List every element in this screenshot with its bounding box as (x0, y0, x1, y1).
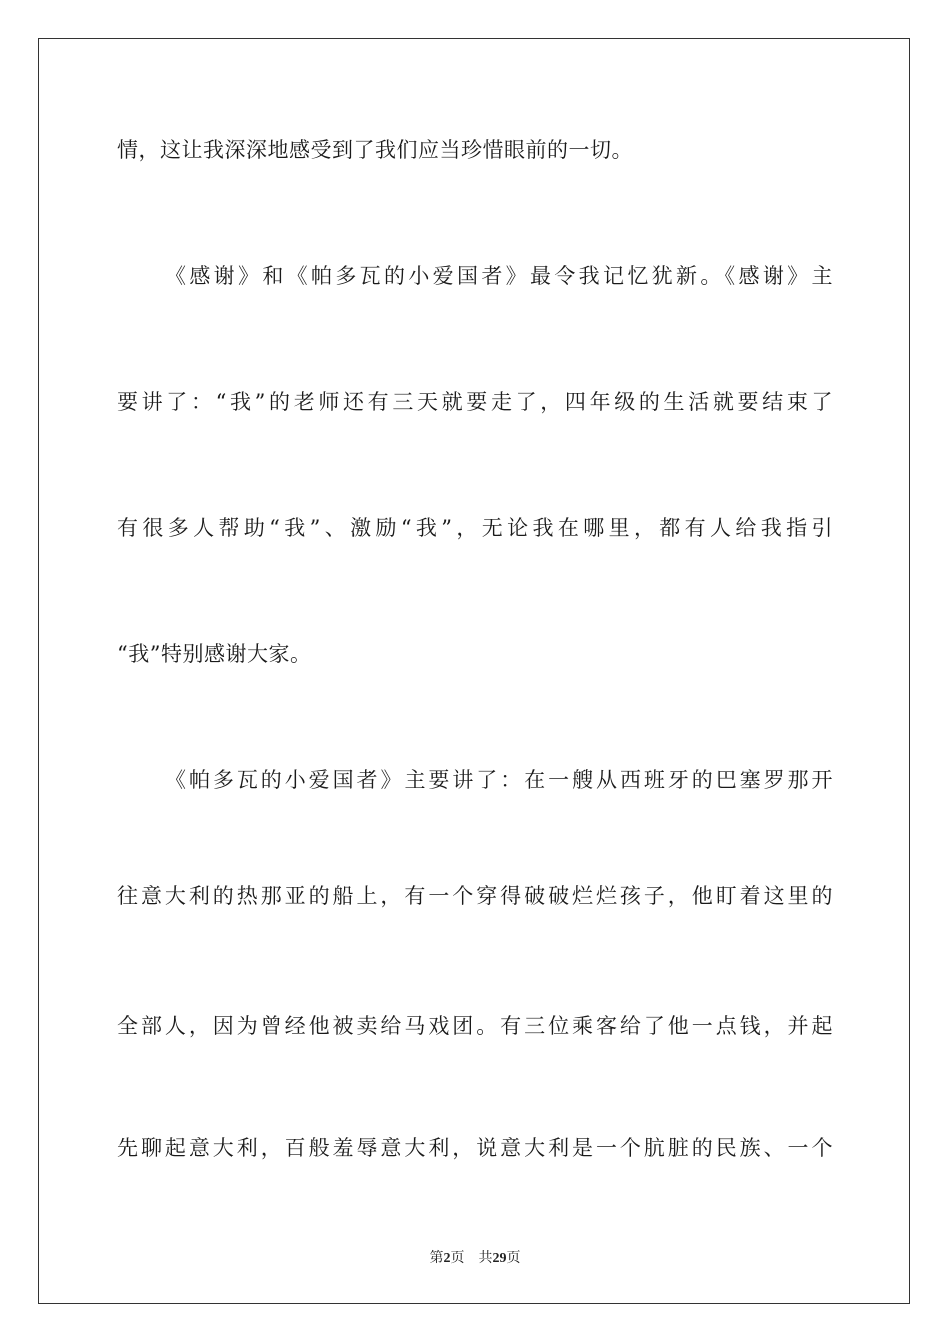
page-border (38, 38, 910, 1304)
total-page-count: 29 (492, 1251, 507, 1266)
body-text-line: 要讲了：“我”的老师还有三天就要走了，四年级的生活就要结束了 (117, 390, 833, 414)
paragraph-first-line: 《感谢》和《帕多瓦的小爱国者》最令我记忆犹新。《感谢》主 (165, 264, 833, 288)
body-text-line: 全部人，因为曾经他被卖给马戏团。有三位乘客给了他一点钱，并起 (117, 1014, 833, 1038)
body-text-line: 先聊起意大利，百般羞辱意大利，说意大利是一个肮脏的民族、一个 (117, 1136, 833, 1160)
page-footer (0, 1248, 950, 1269)
paragraph-first-line: 《帕多瓦的小爱国者》主要讲了：在一艘从西班牙的巴塞罗那开 (165, 768, 833, 792)
total-prefix: 共 (478, 1250, 493, 1266)
body-text-line: 有很多人帮助“我”、激励“我”，无论我在哪里，都有人给我指引 (117, 516, 833, 540)
body-text-line: 情，这让我深深地感受到了我们应当珍惜眼前的一切。 (117, 138, 633, 162)
body-text-line: “我”特别感谢大家。 (117, 642, 312, 666)
body-text-line: 往意大利的热那亚的船上，有一个穿得破破烂烂孩子，他盯着这里的 (117, 884, 833, 908)
page-suffix: 页 (450, 1250, 465, 1266)
current-page-number: 2 (443, 1251, 451, 1266)
page-prefix: 第 (429, 1250, 444, 1266)
total-suffix: 页 (506, 1250, 521, 1266)
